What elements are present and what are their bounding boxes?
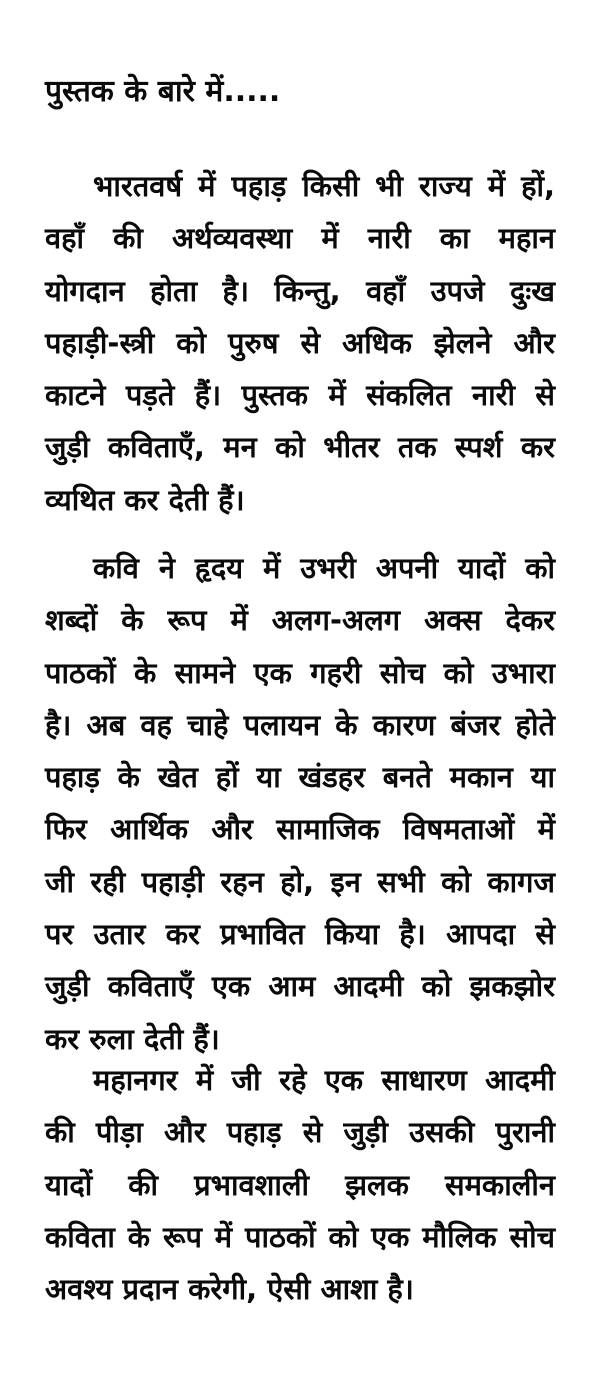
text-line: जी रही पहाड़ी रहन हो, इन सभी को कागज [45, 864, 555, 899]
text-line: शब्दों के रूप में अलग-अलग अक्स देकर [45, 603, 555, 638]
text-line: पहाड़ के खेत हों या खंडहर बनते मकान या [45, 760, 555, 795]
text-line: फिर आर्थिक और सामाजिक विषमताओं में [45, 812, 555, 847]
text-line: पहाड़ी-स्त्री को पुरुष से अधिक झेलने और [45, 325, 555, 360]
text-line: है। अब वह चाहे पलायन के कारण बंजर होते [45, 707, 555, 742]
text-line: भारतवर्ष में पहाड़ किसी भी राज्य में हों, [93, 169, 555, 203]
text-line: जुड़ी कविताएँ एक आम आदमी को झकझोर [45, 969, 555, 1004]
text-line: महानगर में जी रहे एक साधारण आदमी [93, 1063, 555, 1097]
page-title: पुस्तक के बारे में..... [45, 74, 281, 109]
text-line: कवि ने हृदय में उभरी अपनी यादों को [93, 551, 555, 585]
text-line: काटने पड़ते हैं। पुस्तक में संकलित नारी से [45, 378, 555, 413]
text-line: पाठकों के सामने एक गहरी सोच को उभारा [45, 655, 555, 690]
paragraph-2 [45, 542, 555, 1065]
text-line: की पीड़ा और पहाड़ से जुड़ी उसकी पुरानी [45, 1115, 555, 1150]
text-line: कविता के रूप में पाठकों को एक मौलिक सोच [45, 1219, 555, 1254]
text-line: योगदान होता है। किन्तु, वहाँ उपजे दुःख [45, 273, 555, 308]
text-line: वहाँ की अर्थव्यवस्था में नारी का महान [45, 221, 555, 256]
text-line: यादों की प्रभावशाली झलक समकालीन [45, 1167, 555, 1202]
text-line: व्यथित कर देती हैं। [45, 482, 245, 517]
text-line: कर रुला देती हैं। [45, 1021, 220, 1056]
paragraph-1 [45, 160, 555, 526]
text-line: अवश्य प्रदान करेगी, ऐसी आशा है। [45, 1272, 414, 1307]
paragraph-3 [45, 1054, 555, 1315]
text-line: जुड़ी कविताएँ, मन को भीतर तक स्पर्श कर [45, 430, 555, 465]
text-line: पर उतार कर प्रभावित किया है। आपदा से [45, 917, 555, 952]
